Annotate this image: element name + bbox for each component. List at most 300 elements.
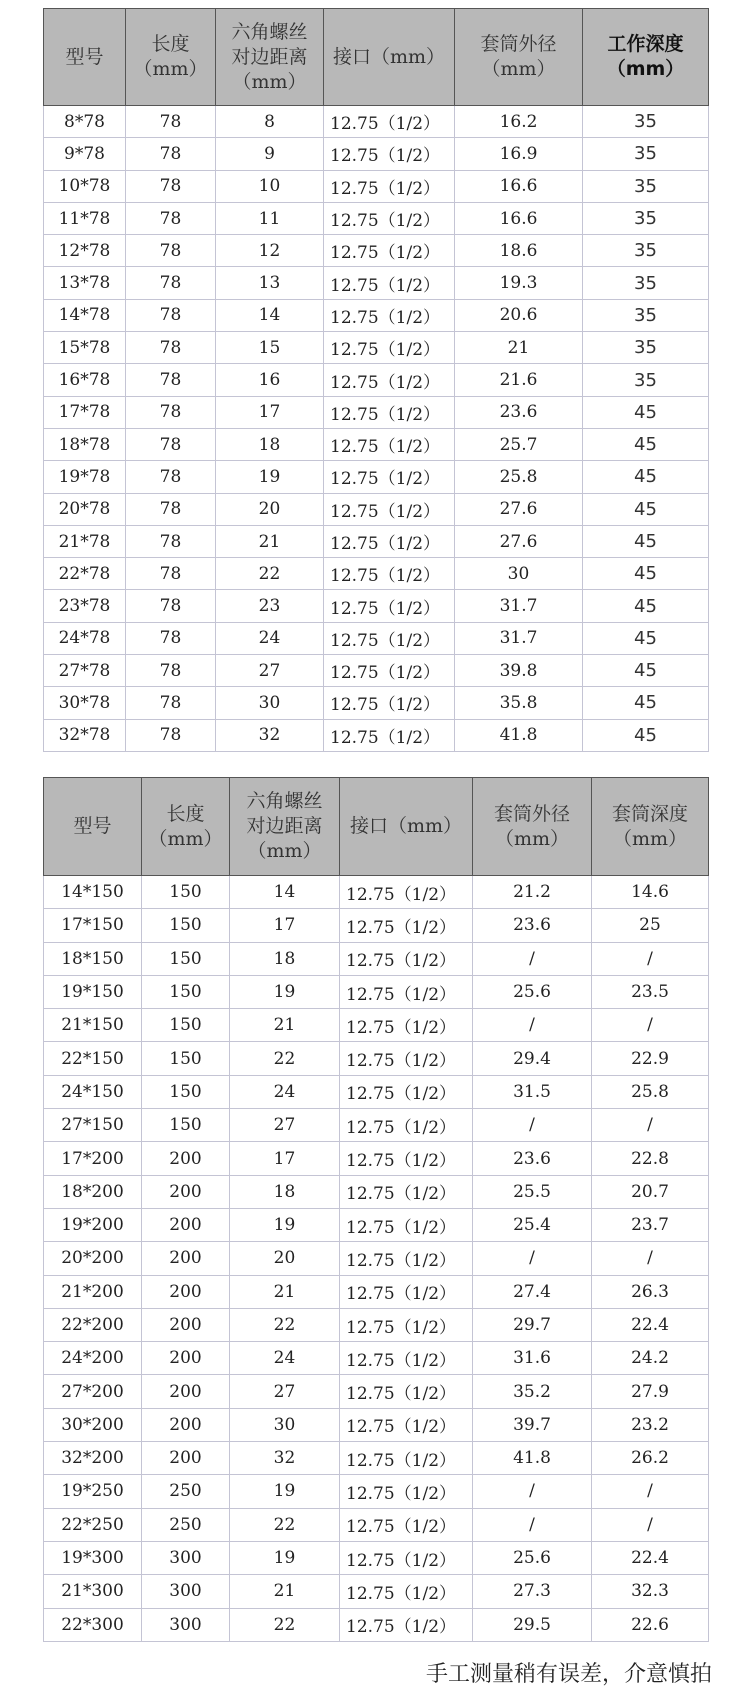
cell-hex-size: 20 [230,1242,340,1275]
table-row [44,1575,709,1608]
table-row [44,1308,709,1341]
header-outer-diameter: 套筒外径 （mm） [473,778,592,876]
cell-interface: 12.75（1/2） [340,1009,473,1042]
table-row [44,267,709,299]
table-row [44,719,709,751]
cell-depth: 22.4 [592,1541,709,1574]
cell-length: 150 [142,1009,230,1042]
cell-model: 32*78 [44,719,126,751]
table-row [44,909,709,942]
cell-model: 19*300 [44,1541,142,1574]
cell-hex-size: 14 [230,876,340,909]
cell-length: 200 [142,1408,230,1441]
cell-outer-diameter: 23.6 [455,396,583,428]
table-body [44,106,709,752]
cell-hex-size: 22 [230,1508,340,1541]
cell-depth: 45 [583,493,709,525]
cell-depth: 35 [583,332,709,364]
table-body [44,876,709,1642]
cell-model: 20*78 [44,493,126,525]
cell-model: 22*150 [44,1042,142,1075]
cell-length: 78 [126,364,216,396]
cell-length: 250 [142,1475,230,1508]
table-row [44,1109,709,1142]
cell-hex-size: 21 [216,525,324,557]
cell-interface: 12.75（1/2） [340,942,473,975]
cell-model: 32*200 [44,1442,142,1475]
cell-depth: 22.9 [592,1042,709,1075]
cell-depth: 35 [583,299,709,331]
table-row [44,525,709,557]
cell-depth: 25 [592,909,709,942]
cell-length: 78 [126,170,216,202]
cell-model: 21*200 [44,1275,142,1308]
cell-length: 200 [142,1375,230,1408]
cell-depth: 23.7 [592,1208,709,1241]
table-row [44,396,709,428]
cell-depth: / [592,1009,709,1042]
cell-length: 78 [126,396,216,428]
cell-length: 78 [126,332,216,364]
cell-length: 78 [126,461,216,493]
cell-model: 19*78 [44,461,126,493]
table-row [44,876,709,909]
cell-outer-diameter: 29.7 [473,1308,592,1341]
cell-outer-diameter: 25.6 [473,975,592,1008]
cell-model: 30*200 [44,1408,142,1441]
cell-interface: 12.75（1/2） [340,1541,473,1574]
cell-depth: / [592,1109,709,1142]
cell-model: 19*150 [44,975,142,1008]
table-row [44,687,709,719]
cell-length: 150 [142,909,230,942]
cell-depth: / [592,1475,709,1508]
cell-length: 78 [126,655,216,687]
cell-hex-size: 21 [230,1009,340,1042]
cell-length: 250 [142,1508,230,1541]
cell-outer-diameter: 39.7 [473,1408,592,1441]
cell-hex-size: 32 [216,719,324,751]
cell-outer-diameter: 23.6 [473,909,592,942]
cell-interface: 12.75（1/2） [324,364,455,396]
cell-length: 78 [126,558,216,590]
table-row [44,975,709,1008]
cell-interface: 12.75（1/2） [324,299,455,331]
cell-interface: 12.75（1/2） [324,622,455,654]
cell-hex-size: 10 [216,170,324,202]
cell-depth: 45 [583,525,709,557]
cell-interface: 12.75（1/2） [340,876,473,909]
cell-interface: 12.75（1/2） [340,1375,473,1408]
cell-outer-diameter: / [473,1475,592,1508]
cell-hex-size: 27 [230,1375,340,1408]
cell-depth: 20.7 [592,1175,709,1208]
cell-depth: 26.2 [592,1442,709,1475]
cell-outer-diameter: 25.6 [473,1541,592,1574]
cell-outer-diameter: 25.4 [473,1208,592,1241]
cell-hex-size: 18 [230,942,340,975]
cell-model: 14*150 [44,876,142,909]
cell-outer-diameter: / [473,942,592,975]
cell-interface: 12.75（1/2） [324,138,455,170]
cell-outer-diameter: 21.2 [473,876,592,909]
cell-interface: 12.75（1/2） [340,1242,473,1275]
header-length: 长度 （mm） [126,9,216,106]
cell-outer-diameter: 29.4 [473,1042,592,1075]
cell-interface: 12.75（1/2） [340,1342,473,1375]
cell-outer-diameter: 19.3 [455,267,583,299]
cell-interface: 12.75（1/2） [340,1508,473,1541]
table-row [44,364,709,396]
table-row [44,493,709,525]
header-hex-size: 六角螺丝 对边距离 （mm） [216,9,324,106]
cell-length: 200 [142,1208,230,1241]
cell-model: 11*78 [44,202,126,234]
cell-hex-size: 21 [230,1575,340,1608]
cell-model: 14*78 [44,299,126,331]
cell-depth: 45 [583,590,709,622]
header-outer-diameter: 套筒外径 （mm） [455,9,583,106]
cell-outer-diameter: / [473,1242,592,1275]
cell-interface: 12.75（1/2） [324,332,455,364]
cell-model: 17*200 [44,1142,142,1175]
cell-length: 300 [142,1575,230,1608]
table-row [44,1375,709,1408]
cell-depth: 35 [583,235,709,267]
cell-interface: 12.75（1/2） [340,1175,473,1208]
cell-length: 78 [126,235,216,267]
table-row [44,170,709,202]
cell-model: 24*150 [44,1075,142,1108]
cell-outer-diameter: 31.6 [473,1342,592,1375]
cell-outer-diameter: 41.8 [473,1442,592,1475]
cell-hex-size: 19 [230,1541,340,1574]
table-row [44,1608,709,1641]
cell-depth: 45 [583,687,709,719]
cell-model: 30*78 [44,687,126,719]
cell-model: 18*150 [44,942,142,975]
spec-table-78 [43,8,709,752]
cell-outer-diameter: 21.6 [455,364,583,396]
cell-hex-size: 27 [216,655,324,687]
cell-length: 200 [142,1308,230,1341]
cell-interface: 12.75（1/2） [324,525,455,557]
table-row [44,1175,709,1208]
cell-interface: 12.75（1/2） [324,428,455,460]
cell-depth: 45 [583,461,709,493]
table-row [44,1408,709,1441]
cell-interface: 12.75（1/2） [324,655,455,687]
cell-outer-diameter: 31.7 [455,590,583,622]
cell-hex-size: 19 [230,975,340,1008]
cell-interface: 12.75（1/2） [340,1442,473,1475]
table-row [44,138,709,170]
cell-outer-diameter: 35.8 [455,687,583,719]
table-row [44,1208,709,1241]
cell-outer-diameter: 30 [455,558,583,590]
cell-hex-size: 24 [230,1075,340,1108]
cell-hex-size: 22 [230,1608,340,1641]
cell-interface: 12.75（1/2） [324,267,455,299]
cell-outer-diameter: 27.6 [455,493,583,525]
cell-depth: 35 [583,170,709,202]
cell-depth: 35 [583,138,709,170]
cell-model: 19*250 [44,1475,142,1508]
cell-interface: 12.75（1/2） [324,590,455,622]
cell-model: 18*78 [44,428,126,460]
cell-length: 78 [126,299,216,331]
cell-interface: 12.75（1/2） [324,170,455,202]
cell-model: 9*78 [44,138,126,170]
table-row [44,299,709,331]
cell-hex-size: 23 [216,590,324,622]
cell-length: 78 [126,106,216,138]
cell-model: 17*150 [44,909,142,942]
cell-interface: 12.75（1/2） [340,1042,473,1075]
table-row [44,590,709,622]
cell-interface: 12.75（1/2） [340,1575,473,1608]
cell-depth: 35 [583,106,709,138]
cell-model: 21*150 [44,1009,142,1042]
cell-length: 78 [126,590,216,622]
table-row [44,1475,709,1508]
cell-model: 27*78 [44,655,126,687]
cell-depth: 23.5 [592,975,709,1008]
cell-hex-size: 17 [230,909,340,942]
cell-depth: 22.4 [592,1308,709,1341]
header-socket-depth: 套筒深度 （mm） [592,778,709,876]
cell-outer-diameter: / [473,1109,592,1142]
table-row [44,1541,709,1574]
header-working-depth: 工作深度 （mm） [583,9,709,106]
cell-hex-size: 12 [216,235,324,267]
cell-outer-diameter: 29.5 [473,1608,592,1641]
cell-depth: 23.2 [592,1408,709,1441]
cell-interface: 12.75（1/2） [340,1308,473,1341]
cell-hex-size: 20 [216,493,324,525]
cell-interface: 12.75（1/2） [324,396,455,428]
cell-length: 150 [142,942,230,975]
table-row [44,461,709,493]
cell-model: 22*300 [44,1608,142,1641]
cell-model: 12*78 [44,235,126,267]
cell-depth: 45 [583,719,709,751]
cell-depth: 32.3 [592,1575,709,1608]
header-interface: 接口（mm） [340,778,473,876]
cell-depth: / [592,1508,709,1541]
cell-length: 300 [142,1608,230,1641]
header-interface: 接口（mm） [324,9,455,106]
table-row [44,235,709,267]
cell-model: 22*78 [44,558,126,590]
cell-interface: 12.75（1/2） [340,1275,473,1308]
cell-depth: 45 [583,655,709,687]
cell-outer-diameter: 27.4 [473,1275,592,1308]
header-model: 型号 [44,9,126,106]
cell-interface: 12.75（1/2） [324,493,455,525]
header-model: 型号 [44,778,142,876]
cell-hex-size: 14 [216,299,324,331]
cell-interface: 12.75（1/2） [340,1142,473,1175]
cell-interface: 12.75（1/2） [340,975,473,1008]
cell-hex-size: 27 [230,1109,340,1142]
cell-hex-size: 32 [230,1442,340,1475]
header-hex-size: 六角螺丝 对边距离 （mm） [230,778,340,876]
cell-length: 78 [126,493,216,525]
cell-interface: 12.75（1/2） [340,1208,473,1241]
cell-length: 78 [126,719,216,751]
cell-hex-size: 8 [216,106,324,138]
cell-hex-size: 30 [230,1408,340,1441]
cell-model: 24*200 [44,1342,142,1375]
table-row [44,622,709,654]
cell-depth: 25.8 [592,1075,709,1108]
cell-outer-diameter: 16.6 [455,170,583,202]
cell-length: 200 [142,1342,230,1375]
spec-table-long [43,777,709,1642]
cell-depth: 22.6 [592,1608,709,1641]
cell-model: 16*78 [44,364,126,396]
cell-model: 22*250 [44,1508,142,1541]
cell-model: 18*200 [44,1175,142,1208]
cell-outer-diameter: 16.6 [455,202,583,234]
table-row [44,655,709,687]
cell-model: 15*78 [44,332,126,364]
cell-outer-diameter: 41.8 [455,719,583,751]
table-row [44,1009,709,1042]
cell-model: 23*78 [44,590,126,622]
cell-outer-diameter: / [473,1009,592,1042]
cell-hex-size: 9 [216,138,324,170]
cell-length: 150 [142,1109,230,1142]
table-row [44,558,709,590]
cell-outer-diameter: 39.8 [455,655,583,687]
table-row [44,1242,709,1275]
cell-hex-size: 22 [216,558,324,590]
cell-hex-size: 17 [216,396,324,428]
cell-outer-diameter: 31.7 [455,622,583,654]
cell-model: 8*78 [44,106,126,138]
cell-model: 22*200 [44,1308,142,1341]
cell-hex-size: 19 [230,1208,340,1241]
cell-length: 78 [126,428,216,460]
table-header-row [44,778,709,876]
cell-length: 78 [126,202,216,234]
cell-outer-diameter: 25.7 [455,428,583,460]
cell-outer-diameter: / [473,1508,592,1541]
cell-interface: 12.75（1/2） [324,461,455,493]
cell-interface: 12.75（1/2） [340,1075,473,1108]
cell-interface: 12.75（1/2） [340,1408,473,1441]
cell-model: 21*300 [44,1575,142,1608]
cell-model: 21*78 [44,525,126,557]
table-row [44,202,709,234]
cell-depth: 14.6 [592,876,709,909]
table-row [44,1075,709,1108]
table-header-row [44,9,709,106]
cell-model: 19*200 [44,1208,142,1241]
cell-length: 78 [126,622,216,654]
cell-hex-size: 15 [216,332,324,364]
cell-hex-size: 24 [216,622,324,654]
cell-depth: 27.9 [592,1375,709,1408]
cell-depth: 26.3 [592,1275,709,1308]
cell-outer-diameter: 25.8 [455,461,583,493]
cell-outer-diameter: 27.3 [473,1575,592,1608]
table-row [44,1042,709,1075]
table-row [44,428,709,460]
table-row [44,1508,709,1541]
cell-length: 150 [142,975,230,1008]
cell-interface: 12.75（1/2） [340,909,473,942]
cell-depth: 45 [583,396,709,428]
cell-hex-size: 18 [230,1175,340,1208]
cell-hex-size: 30 [216,687,324,719]
cell-hex-size: 19 [230,1475,340,1508]
cell-depth: 22.8 [592,1142,709,1175]
cell-depth: 45 [583,558,709,590]
cell-outer-diameter: 25.5 [473,1175,592,1208]
cell-model: 20*200 [44,1242,142,1275]
cell-length: 150 [142,1042,230,1075]
cell-interface: 12.75（1/2） [324,687,455,719]
cell-interface: 12.75（1/2） [340,1608,473,1641]
cell-interface: 12.75（1/2） [324,202,455,234]
cell-outer-diameter: 27.6 [455,525,583,557]
cell-outer-diameter: 20.6 [455,299,583,331]
cell-length: 78 [126,267,216,299]
cell-interface: 12.75（1/2） [340,1475,473,1508]
cell-model: 24*78 [44,622,126,654]
cell-model: 27*150 [44,1109,142,1142]
cell-outer-diameter: 31.5 [473,1075,592,1108]
cell-depth: 35 [583,267,709,299]
table-row [44,1442,709,1475]
cell-hex-size: 24 [230,1342,340,1375]
cell-interface: 12.75（1/2） [324,106,455,138]
cell-hex-size: 22 [230,1308,340,1341]
table-row [44,1275,709,1308]
cell-length: 150 [142,1075,230,1108]
table-row [44,332,709,364]
cell-depth: 24.2 [592,1342,709,1375]
cell-length: 200 [142,1142,230,1175]
cell-length: 200 [142,1275,230,1308]
cell-hex-size: 22 [230,1042,340,1075]
table-row [44,106,709,138]
cell-length: 200 [142,1242,230,1275]
cell-hex-size: 18 [216,428,324,460]
cell-model: 17*78 [44,396,126,428]
cell-length: 78 [126,525,216,557]
cell-hex-size: 11 [216,202,324,234]
cell-interface: 12.75（1/2） [324,558,455,590]
cell-hex-size: 16 [216,364,324,396]
cell-hex-size: 13 [216,267,324,299]
footer-note: 手工测量稍有误差，介意慎拍 [425,1662,712,1687]
cell-hex-size: 19 [216,461,324,493]
cell-depth: / [592,942,709,975]
cell-depth: 45 [583,622,709,654]
cell-length: 78 [126,138,216,170]
cell-interface: 12.75（1/2） [340,1109,473,1142]
cell-length: 200 [142,1175,230,1208]
cell-hex-size: 17 [230,1142,340,1175]
table-row [44,942,709,975]
cell-model: 10*78 [44,170,126,202]
header-length: 长度 （mm） [142,778,230,876]
cell-depth: 35 [583,202,709,234]
